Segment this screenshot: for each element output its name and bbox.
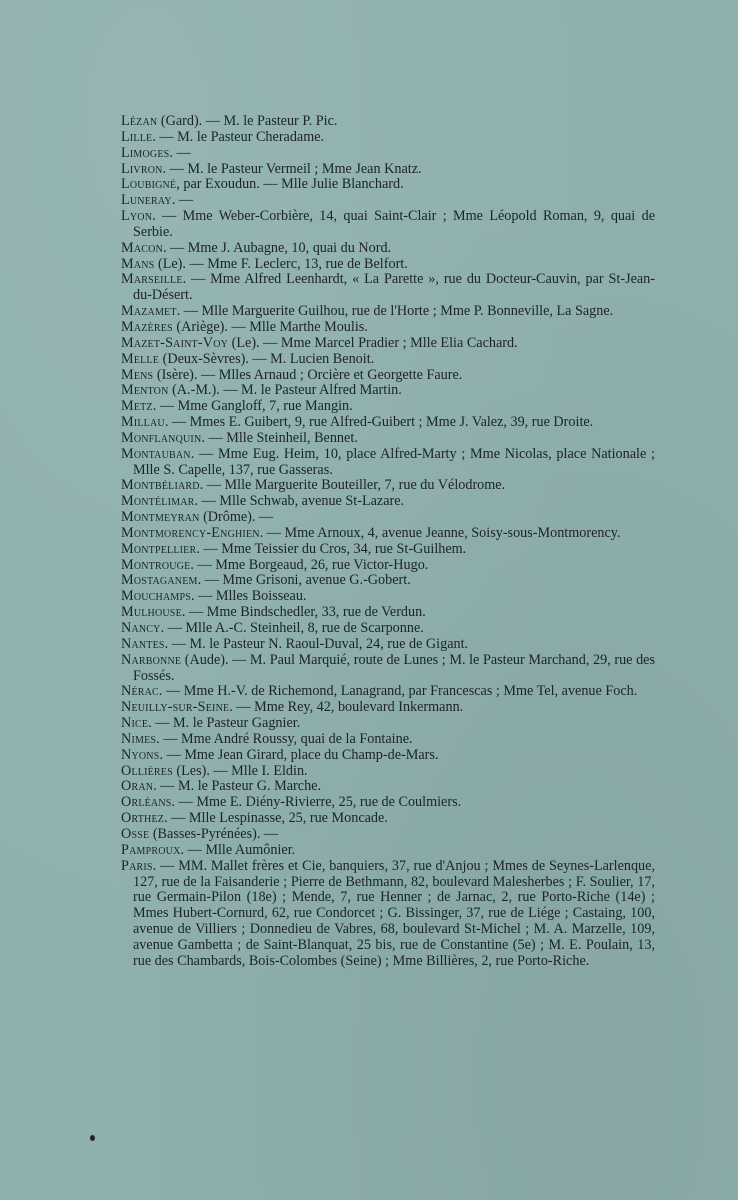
place-name: Neuilly-sur-Seine	[121, 699, 230, 716]
place-name: Metz	[121, 398, 153, 415]
place-name: Pamproux	[121, 841, 181, 858]
entry-details: . — Mlle A.-C. Steinheil, 8, rue de Scarponne.	[160, 620, 424, 636]
address-list	[121, 114, 655, 970]
list-entry	[121, 795, 655, 811]
list-entry	[121, 352, 655, 368]
place-name: Monflanquin	[121, 429, 202, 446]
list-entry	[121, 589, 655, 605]
place-name: Nancy	[121, 620, 161, 636]
place-name: Orthez	[121, 810, 165, 827]
list-entry	[121, 272, 655, 304]
place-name: Marseille	[121, 271, 183, 288]
place-name: Mans	[121, 255, 155, 272]
list-entry	[121, 304, 655, 320]
list-entry	[121, 209, 655, 241]
entry-details: . — M. le Pasteur Gagnier.	[148, 715, 301, 732]
entry-details: . —	[169, 144, 191, 161]
place-name: Mouchamps	[121, 588, 191, 605]
list-entry	[121, 637, 655, 653]
list-entry	[121, 399, 655, 415]
place-name: Menton	[121, 382, 169, 399]
list-entry	[121, 177, 655, 193]
list-entry	[121, 526, 655, 542]
entry-details: . —	[171, 192, 194, 209]
place-name: Limoges	[121, 144, 170, 161]
entry-details: . — M. le Pasteur G. Marche.	[153, 778, 322, 795]
entry-details: . — M. le Pasteur Vermeil ; Mme Jean Knatz.	[162, 160, 422, 177]
entry-details: . — Mlle Schwab, avenue St-Lazare.	[194, 493, 405, 510]
place-name: Mulhouse	[121, 604, 182, 621]
place-name: Nérac	[121, 683, 159, 700]
place-name: Livron	[121, 160, 163, 177]
place-name: Loubigné	[121, 176, 177, 193]
list-entry	[121, 700, 655, 716]
place-name: Osse	[121, 825, 150, 842]
list-entry	[121, 415, 655, 431]
entry-details: . — M. le Pasteur Cheradame.	[152, 128, 325, 145]
list-entry	[121, 779, 655, 795]
list-entry	[121, 320, 655, 336]
entry-details: (Les). — Mlle I. Eldin.	[172, 762, 308, 779]
place-name: Narbonne	[121, 651, 182, 668]
list-entry	[121, 193, 655, 209]
list-entry	[121, 684, 655, 700]
entry-details: . — Mme J. Aubagne, 10, quai du Nord.	[162, 239, 392, 256]
place-name: Macon	[121, 239, 163, 256]
list-entry	[121, 130, 655, 146]
entry-details: . — Mme Borgeaud, 26, rue Victor-Hugo.	[190, 556, 429, 573]
place-name: Montmeyran	[121, 509, 200, 526]
list-entry	[121, 383, 655, 399]
entry-details: (A.-M.). — M. le Pasteur Alfred Martin.	[168, 382, 402, 399]
list-entry	[121, 542, 655, 558]
list-entry	[121, 162, 655, 178]
entry-details: . — Mlle Marguerite Guilhou, rue de l'Horte ; Mme P. Bonneville, La Sagne.	[176, 303, 614, 320]
entry-details: . — Mlle Marguerite Bouteiller, 7, rue du Vélodrome.	[199, 477, 506, 494]
entry-details: . — Mme Alfred Leenhardt, « La Parette », rue du Docteur-Cauvin, par St-Jean-du-Désert.	[133, 271, 655, 304]
place-name: Mens	[121, 366, 154, 383]
place-name: Montrouge	[121, 556, 191, 573]
place-name: Nyons	[121, 746, 160, 763]
entry-details: . — Mme E. Diény-Rivierre, 25, rue de Coulmiers.	[171, 794, 462, 811]
list-entry	[121, 114, 655, 130]
entry-details: (Aude). — M. Paul Marquié, route de Lunes ; M. le Pasteur Marchand, 29, rue des Fossés.	[133, 651, 655, 684]
list-entry	[121, 653, 655, 685]
list-entry	[121, 146, 655, 162]
place-name: Luneray	[121, 192, 172, 209]
place-name: Lille	[121, 128, 153, 145]
list-entry	[121, 336, 655, 352]
entry-details: (Ariège). — Mlle Marthe Moulis.	[172, 318, 368, 335]
list-entry	[121, 494, 655, 510]
list-entry	[121, 859, 655, 970]
place-name: Nantes	[121, 635, 165, 652]
place-name: Melle	[121, 350, 160, 367]
entry-details: (Deux-Sèvres). — M. Lucien Benoit.	[159, 350, 375, 367]
entry-details: . — Mmes E. Guibert, 9, rue Alfred-Guibert ; Mme J. Valez, 39, rue Droite.	[164, 414, 594, 431]
place-name: Nice	[121, 715, 149, 732]
list-entry	[121, 827, 655, 843]
entry-details: (Isère). — Mlles Arnaud ; Orcière et Georgette Faure.	[153, 366, 463, 383]
entry-details: . — Mme Eug. Heim, 10, place Alfred-Marty ; Mme Nicolas, place Nationale ; Mlle S. Capelle, 137, rue Gasseras.	[133, 445, 655, 478]
list-entry	[121, 431, 655, 447]
entry-details: . — Mme Rey, 42, boulevard Inkermann.	[229, 699, 464, 716]
entry-details: , par Exoudun. — Mlle Julie Blanchard.	[176, 176, 404, 193]
entry-details: . — Mme Arnoux, 4, avenue Jeanne, Soisy-sous-Montmorency.	[259, 524, 621, 541]
list-entry	[121, 241, 655, 257]
place-name: Paris	[121, 857, 153, 874]
entry-details: (Gard). — M. le Pasteur P. Pic.	[157, 113, 338, 129]
place-name: Oran	[121, 778, 154, 795]
list-entry	[121, 811, 655, 827]
list-entry	[121, 764, 655, 780]
entry-details: (Basses-Pyrénées). —	[149, 825, 279, 842]
place-name: Mazères	[121, 318, 173, 335]
place-name: Lyon	[121, 208, 153, 225]
list-entry	[121, 510, 655, 526]
list-entry	[121, 447, 655, 479]
place-name: Ollières	[121, 762, 173, 779]
place-name: Montauban	[121, 445, 191, 462]
entry-details: . — MM. Mallet frères et Cie, banquiers, 37, rue d'Anjou ; Mmes de Seynes-Larlenque, 127, rue de la Faisanderie ; Pierre de Bethmann, 82, boulevard Malesherbes ; F. Soulier, 17, rue Germain-Pilon (18e) ; Mende, 7, rue Henner ; de Jarnac, 2, rue Porto-Riche (14e) ; Mmes Hubert-Cornurd, 62, rue Condorcet ; G. Bissinger, 37, rue de Liége ; Castaing, 100, avenue de Villiers ; Donnedieu de Vabres, 68, boulevard St-Michel ; M. A. Marzelle, 109, avenue Gambetta ; de Saint-Blanquat, 25 bis, rue de Constantine (5e) ; M. E. Poulain, 13, rue des Chambards, Bois-Colombes (Seine) ; Mme Billières, 2, rue Porto-Riche.	[133, 857, 655, 969]
place-name: Mazet-Saint-Voy	[121, 334, 229, 351]
entry-details: . — Mme Gangloff, 7, rue Mangin.	[152, 398, 353, 415]
place-name: Orléans	[121, 794, 172, 811]
place-name: Mostaganem	[121, 572, 198, 589]
entry-details: . — Mme Weber-Corbière, 14, quai Saint-Clair ; Mme Léopold Roman, 9, quai de Serbie.	[133, 208, 655, 240]
list-entry	[121, 558, 655, 574]
list-entry	[121, 732, 655, 748]
place-name: Mazamet	[121, 303, 177, 320]
list-entry	[121, 748, 655, 764]
entry-details: . — M. le Pasteur N. Raoul-Duval, 24, rue de Gigant.	[164, 635, 469, 652]
place-name: Lézan	[121, 113, 158, 129]
entry-details: . — Mlle Aumônier.	[180, 841, 296, 858]
entry-details: (Le). — Mme Marcel Pradier ; Mlle Elia Cachard.	[228, 334, 518, 351]
entry-details: . — Mme H.-V. de Richemond, Lanagrand, par Francescas ; Mme Tel, avenue Foch.	[158, 683, 638, 700]
place-name: Montpellier	[121, 540, 197, 557]
entry-details: . — Mme Jean Girard, place du Champ-de-Mars.	[159, 746, 439, 763]
list-entry	[121, 605, 655, 621]
entry-details: (Drôme). —	[199, 509, 274, 526]
place-name: Millau	[121, 414, 165, 431]
entry-details: (Le). — Mme F. Leclerc, 13, rue de Belfort.	[154, 255, 408, 272]
entry-details: . — Mlle Steinheil, Bennet.	[201, 429, 358, 446]
ink-mark	[90, 1135, 95, 1141]
entry-details: . — Mme Teissier du Cros, 34, rue St-Guilhem.	[196, 540, 467, 557]
place-name: Montbéliard	[121, 477, 200, 494]
place-name: Montélimar	[121, 493, 195, 510]
list-entry	[121, 716, 655, 732]
list-entry	[121, 573, 655, 589]
entry-details: . — Mme André Roussy, quai de la Fontaine.	[156, 730, 413, 747]
entry-details: . — Mlles Boisseau.	[191, 588, 307, 605]
place-name: Nimes	[121, 730, 157, 747]
list-entry	[121, 478, 655, 494]
list-entry	[121, 843, 655, 859]
list-entry	[121, 257, 655, 273]
list-entry	[121, 621, 655, 637]
entry-details: . — Mme Grisoni, avenue G.-Gobert.	[197, 572, 411, 589]
entry-details: . — Mme Bindschedler, 33, rue de Verdun.	[181, 604, 426, 621]
entry-details: . — Mlle Lespinasse, 25, rue Moncade.	[164, 810, 388, 827]
place-name: Montmorency-Enghien	[121, 524, 260, 541]
list-entry	[121, 368, 655, 384]
